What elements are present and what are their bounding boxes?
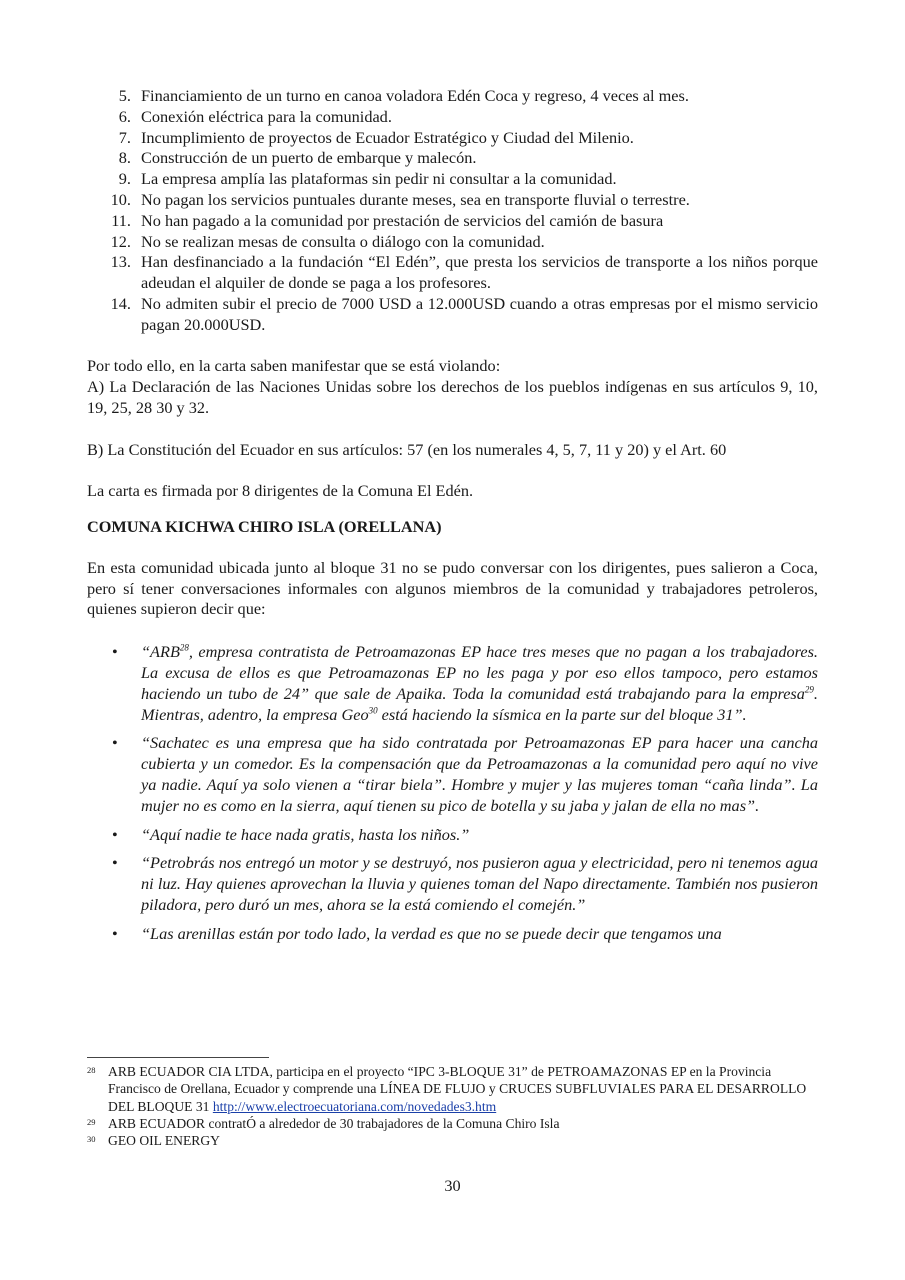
list-item (87, 128, 818, 149)
quote-item (87, 924, 818, 945)
quote-text: “Petrobrás nos entregó un motor y se destruyó, nos pusieron agua y electricidad, pero ni tenemos agua ni luz. Hay quienes aprovechan la lluvia y quienes toman del Napo directamente. También nos pusieron piladora, pero duró un mes, ahora se la está comiendo el comején.” (141, 853, 818, 914)
intro-paragraph: Por todo ello, en la carta saben manifestar que se está violando: (87, 356, 501, 376)
footnote-number: 28 (87, 1065, 96, 1075)
footnote-number: 29 (87, 1116, 96, 1127)
list-item (87, 148, 818, 169)
list-item-number: 14. (110, 293, 131, 313)
list-item-text: Construcción de un puerto de embarque y malecón. (141, 148, 477, 168)
list-item-text: No han pagado a la comunidad por prestación de servicios del camión de basura (141, 210, 664, 230)
quote-text: . Mientras, adentro, la empresa Geo (141, 683, 818, 724)
page-body (87, 86, 818, 952)
bullet-icon: • (112, 824, 118, 844)
section-heading: COMUNA KICHWA CHIRO ISLA (ORELLANA) (87, 516, 442, 536)
quote-item (87, 853, 818, 915)
list-item-text: No admiten subir el precio de 7000 USD a 12.000USD cuando a otras empresas por el mismo servicio pagan 20.000USD. (141, 293, 818, 334)
footnote-ref[interactable]: 30 (368, 705, 378, 716)
quote-text: está haciendo la sísmica en la parte sur del bloque 31”. (377, 704, 747, 724)
list-item-number: 6. (118, 106, 131, 126)
quote-item (87, 733, 818, 816)
quote-text: “Las arenillas están por todo lado, la verdad es que no se puede decir que tengamos una (141, 923, 722, 943)
list-item (87, 294, 818, 336)
list-item-number: 7. (118, 127, 131, 147)
footnote-ref[interactable]: 29 (804, 684, 814, 695)
page-number: 30 (444, 1176, 461, 1195)
list-item-text: Incumplimiento de proyectos de Ecuador Estratégico y Ciudad del Milenio. (141, 127, 634, 147)
list-item-number: 12. (110, 231, 131, 251)
list-item-text: Han desfinanciado a la fundación “El Edén”, que presta los servicios de transporte a los niños porque adeudan el alquiler de donde se paga a los profesores. (141, 252, 818, 293)
bullet-icon: • (112, 923, 118, 943)
section-intro-paragraph: En esta comunidad ubicada junto al bloque 31 no se pudo conversar con los dirigentes, pues salieron a Coca, pero sí tener conversaciones informales con algunos miembros de la comunidad y trabajadores petroleros, quienes supieron decir que: (87, 557, 818, 619)
list-item (87, 86, 818, 107)
quotes-list (87, 642, 818, 944)
footnote-divider (87, 1057, 269, 1058)
footnote-ref[interactable]: 28 (179, 642, 189, 653)
quote-text: “Sachatec es una empresa que ha sido contratada por Petroamazonas EP para hacer una cancha cubierta y un comedor. Es la compensación que da Petroamazonas a la comunidad pero aquí no vive ya nadie. Aquí ya solo vienen a “tirar biela”. Hombre y mujer y las mujeres toman “caña linda”. La mujer no es como en la sierra, aquí tienen su pico de botella y su jaba y jalan de ella no mas”. (141, 733, 818, 815)
bullet-icon: • (112, 733, 118, 753)
footnotes-section (87, 1063, 818, 1149)
list-item (87, 169, 818, 190)
list-item-number: 8. (118, 148, 131, 168)
list-item-number: 11. (111, 210, 131, 230)
quote-item (87, 642, 818, 725)
footnote-text: GEO OIL ENERGY (108, 1133, 221, 1149)
quote-text: , empresa contratista de Petroamazonas EP hace tres meses que no pagan a los trabajadores. La excusa de ellos es que Petroamazonas EP no les paga y por eso ellos tampoco, pero estamos haciendo un tubo de 24” que sale de Apaika. Toda la comunidad está trabajando para la empresa (141, 642, 818, 703)
footnote (87, 1132, 818, 1149)
quote-item (87, 825, 818, 846)
list-item-number: 9. (118, 169, 131, 189)
list-item-number: 13. (110, 252, 131, 272)
list-item-text: No se realizan mesas de consulta o diálogo con la comunidad. (141, 231, 545, 251)
footnote-number: 30 (87, 1134, 96, 1145)
footnote (87, 1063, 818, 1115)
list-item-number: 10. (110, 189, 131, 209)
quote-text: “ARB (141, 642, 180, 662)
numbered-list (87, 86, 818, 336)
list-item (87, 190, 818, 211)
list-item-number: 5. (118, 86, 131, 105)
bullet-icon: • (112, 642, 118, 662)
list-item-text: Conexión eléctrica para la comunidad. (141, 106, 392, 126)
signed-paragraph: La carta es firmada por 8 dirigentes de la Comuna El Edén. (87, 481, 474, 501)
footnote-link[interactable]: http://www.electroecuatoriana.com/novedades3.htm (212, 1098, 497, 1114)
quote-text: “Aquí nadie te hace nada gratis, hasta los niños.” (141, 824, 470, 844)
list-item-text: No pagan los servicios puntuales durante meses, sea en transporte fluvial o terrestre. (141, 189, 690, 209)
point-a-paragraph: A) La Declaración de las Naciones Unidas sobre los derechos de los pueblos indígenas en sus artículos 9, 10, 19, 25, 28 30 y 32. (87, 377, 818, 417)
list-item (87, 232, 818, 253)
bullet-icon: • (112, 853, 118, 873)
footnote-text: ARB ECUADOR contratÓ a alrededor de 30 trabajadores de la Comuna Chiro Isla (108, 1115, 560, 1131)
footnote (87, 1115, 818, 1132)
list-item-text: La empresa amplía las plataformas sin pedir ni consultar a la comunidad. (141, 169, 617, 189)
list-item-text: Financiamiento de un turno en canoa voladora Edén Coca y regreso, 4 veces al mes. (141, 86, 689, 105)
footnote-text: ARB ECUADOR CIA LTDA, participa en el proyecto “IPC 3-BLOQUE 31” de PETROAMAZONAS EP en la Provincia Francisco de Orellana, Ecuador y comprende una LÍNEA DE FLUJO y CRUCES SUBFLUVIALES PARA EL DESARROLLO DEL BLOQUE 31 (108, 1064, 807, 1114)
list-item (87, 211, 818, 232)
point-b-paragraph: B) La Constitución del Ecuador en sus artículos: 57 (en los numerales 4, 5, 7, 11 y 20) y el Art. 60 (87, 439, 727, 459)
list-item (87, 107, 818, 128)
list-item (87, 252, 818, 294)
